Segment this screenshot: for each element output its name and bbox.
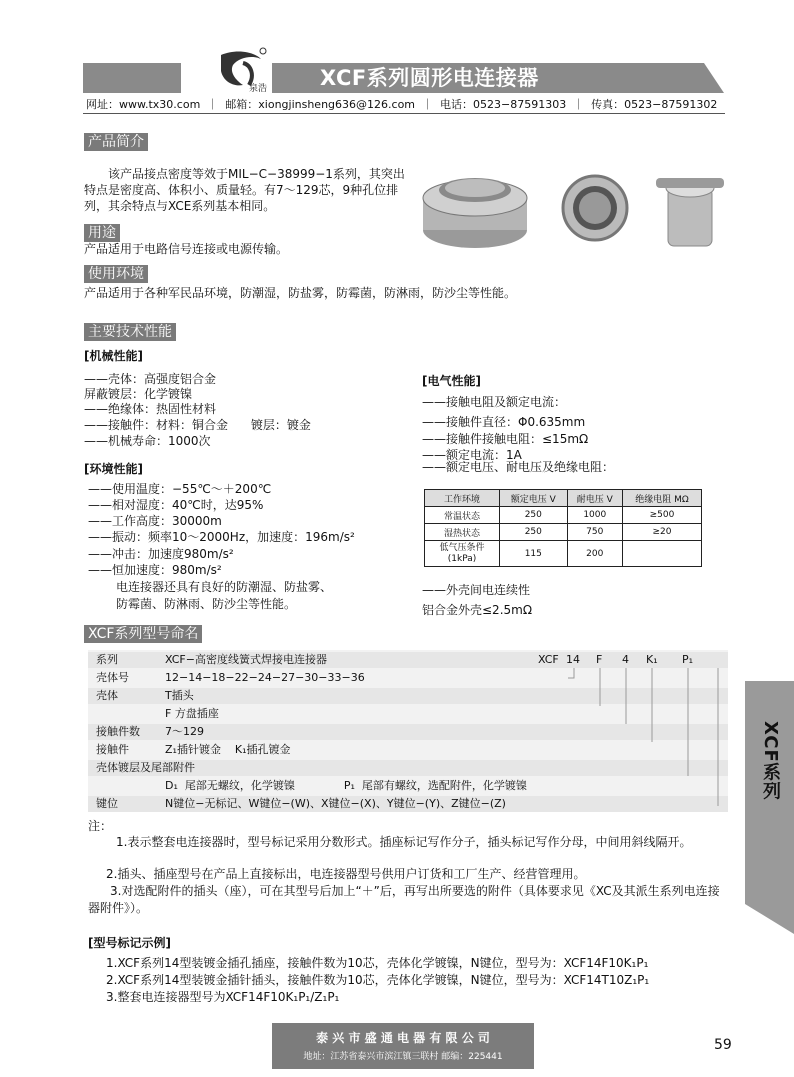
notes-label: 注： [88, 819, 113, 833]
model-row: 接触件 Z₁插针镀金 K₁插孔镀金 [96, 743, 291, 756]
env-line: 电连接器还具有良好的防潮湿、防盐雾、 [116, 580, 333, 594]
elec-line: ——额定电流：1A [422, 448, 522, 462]
env-line: ——恒加速度：980m/s² [88, 563, 222, 577]
elec-line: ——接触件接触电阻：≤15mΩ [422, 432, 589, 446]
intro-body: 该产品接点密度等效于MIL−C−38999−1系列，其突出特点是密度高、体积小、质量轻。有7～129芯，9种孔位排列，其余特点与XCE系列基本相同。 [84, 167, 405, 213]
page-title: XCF系列圆形电连接器 [320, 66, 539, 90]
footer-address: 地址：江苏省泰兴市滨江镇三联村 邮编：225441 [303, 1052, 503, 1062]
env-line: ——使用温度：−55℃～＋200℃ [88, 482, 272, 496]
contact-line: 网址：www.tx30.com ｜ 邮箱：xiongjinsheng636@126.com ｜ 电话：0523−87591303 ｜ 传真：0523−87591302 [86, 98, 718, 111]
section-tech-title: 主要技术性能 [84, 323, 176, 341]
model-row: 系列 XCF−高密度线簧式焊接电连接器 [88, 652, 728, 668]
mech-line: ——接触件：材料：铜合金 镀层：镀金 [84, 418, 311, 432]
side-tab [745, 681, 794, 934]
example-2: 2.XCF系列14型装镀金插针插头，接触件数为10芯，壳体化学镀镍，N键位，型号为：XCF14T10Z₁P₁ [106, 973, 650, 987]
section-use-title: 用途 [84, 224, 120, 242]
electrical-table [424, 489, 702, 567]
model-row: 壳体号 12−14−18−22−24−27−30−33−36 [96, 671, 365, 684]
page-number: 59 [714, 1037, 732, 1053]
example-1: 1.XCF系列14型装镀金插孔插座，接触件数为10芯，壳体化学镀镍，N键位，型号为：XCF14F10K₁P₁ [106, 956, 649, 970]
env-line: ——工作高度：30000m [88, 514, 222, 528]
logo [213, 45, 271, 97]
table-header: 额定电压 V [500, 490, 568, 507]
note-3: 3.对选配附件的插头（座），可在其型号后加上“＋”后，再写出所要选的附件（具体要求见《XC及其派生系列电连接器附件》）。 [88, 884, 720, 915]
model-row: D₁ 尾部无螺纹，化学镀镍 P₁ 尾部有螺纹，选配附件，化学镀镍 [165, 779, 527, 792]
table-header: 绝缘电阻 MΩ [622, 490, 701, 507]
model-code-leader-lines [538, 666, 728, 826]
header-left-bar [83, 63, 181, 93]
mech-line: ——壳体：高强度铝合金 [84, 372, 217, 386]
side-tab-notch [745, 681, 794, 934]
table-header: 工作环境 [425, 490, 500, 507]
mech-line: ——绝缘体：热固性材料 [84, 402, 217, 416]
product-photos [420, 160, 740, 260]
elec-title: [电气性能] [422, 374, 481, 388]
elec-after-line: ——外壳间电连续性 [422, 583, 531, 597]
elec-line: ——额定电压、耐电压及绝缘电阻： [422, 460, 615, 474]
model-row: 壳体镀层及尾部附件 [88, 760, 728, 776]
env-line: ——相对湿度：40℃时，达95% [88, 498, 264, 512]
env-line: ——振动：频率10～2000Hz，加速度：196m/s² [88, 530, 355, 544]
table-row: 湿热状态 250 750 ≥20 [425, 524, 702, 541]
model-row: 壳体 T插头 [88, 688, 728, 704]
connector-photo-icon [420, 160, 740, 260]
section-model-title: XCF系列型号命名 [84, 625, 202, 643]
examples-title: [型号标记示例] [88, 936, 171, 950]
model-row: F 方盘插座 [165, 707, 219, 720]
use-body: 产品适用于电路信号连接或电源传输。 [84, 242, 289, 256]
mech-line: ——机械寿命：1000次 [84, 434, 211, 448]
model-row: 接触件数 7～129 [88, 724, 728, 740]
elec-after-line: 铝合金外壳≤2.5mΩ [422, 603, 532, 617]
brand-name: 泉浩 [249, 84, 268, 94]
env-body: 产品适用于各种军民品环境，防潮湿，防盐雾，防霉菌，防淋雨，防沙尘等性能。 [84, 286, 517, 300]
side-tab-label: XCF系列 [760, 721, 781, 801]
table-header: 耐电压 V [567, 490, 622, 507]
section-env-title: 使用环境 [84, 265, 148, 283]
model-code: XCF 14 F 4 K₁ P₁ [538, 653, 694, 666]
env-perf-title: [环境性能] [84, 462, 143, 476]
footer-company: 泰 兴 市 盛 通 电 器 有 限 公 司 [316, 1031, 490, 1045]
mech-title: [机械性能] [84, 349, 143, 363]
section-intro-title: 产品简介 [84, 133, 148, 151]
note-1: 1.表示整套电连接器时，型号标记采用分数形式。插座标记写作分子，插头标记写作分母，中间用斜线隔开。 [116, 835, 692, 849]
note-2: 2.插头、插座型号在产品上直接标出，电连接器型号供用户订货和工厂生产、经营管理用。 [106, 867, 586, 881]
env-line: 防霉菌、防淋雨、防沙尘等性能。 [116, 597, 297, 611]
elec-line: ——接触件直径：Φ0.635mm [422, 415, 586, 429]
model-row: 键位 N键位−无标记、W键位−(W)、X键位−(X)、Y键位−(Y)、Z键位−(Z) [88, 796, 728, 812]
header-rule [83, 113, 725, 114]
env-line: ——冲击：加速度980m/s² [88, 547, 234, 561]
mech-line: 屏蔽镀层：化学镀镍 [84, 387, 193, 401]
elec-line: ——接触电阻及额定电流： [422, 395, 567, 409]
table-row: 低气压条件 (1kPa) 115 200 [425, 541, 702, 567]
example-3: 3.整套电连接器型号为XCF14F10K₁P₁/Z₁P₁ [106, 990, 340, 1004]
table-row: 常温状态 250 1000 ≥500 [425, 507, 702, 524]
